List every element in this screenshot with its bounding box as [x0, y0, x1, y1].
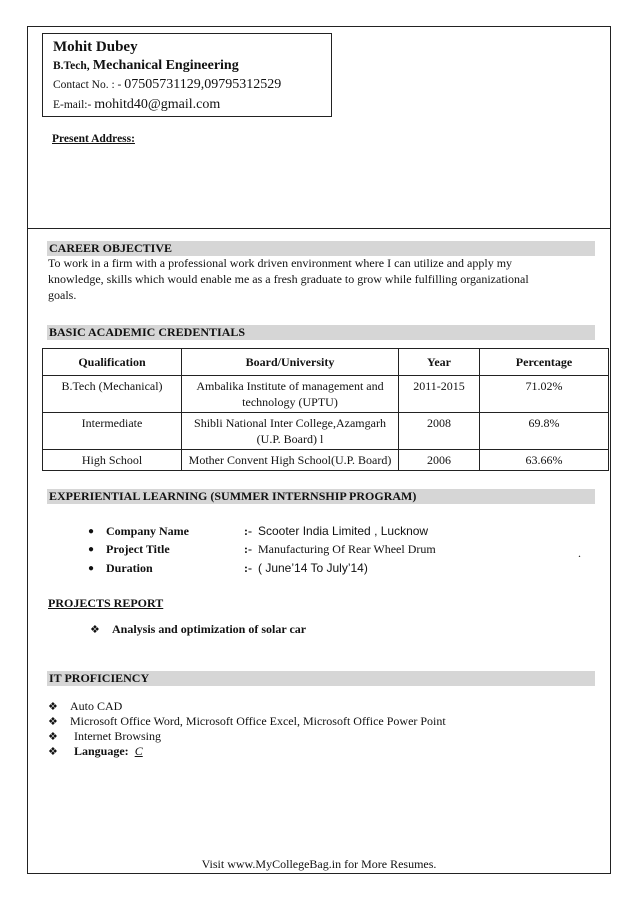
- list-item: [88, 541, 436, 560]
- internship-label: Duration: [106, 560, 153, 575]
- list-item: [48, 714, 446, 729]
- diamond-bullet-icon: ❖: [48, 731, 58, 743]
- year-cell: 2006: [399, 450, 480, 471]
- internship-value: Manufacturing Of Rear Wheel Drum: [258, 542, 436, 557]
- diamond-bullet-icon: ❖: [48, 746, 58, 758]
- column-header: Qualification: [43, 349, 182, 376]
- board-cell: Shibli National Inter College,Azamgarh (U.P. Board) l: [182, 413, 399, 450]
- year-cell: 2011-2015: [399, 376, 480, 413]
- projects-heading: PROJECTS REPORT: [48, 596, 164, 610]
- contact-label: Contact No. : -: [53, 79, 122, 91]
- diamond-bullet-icon: ❖: [90, 624, 100, 636]
- bullet-icon: ●: [88, 525, 95, 537]
- qualification-cell: B.Tech (Mechanical): [43, 376, 182, 413]
- contact-header-box: [42, 33, 332, 117]
- email-value: mohitd40@gmail.com: [94, 97, 221, 112]
- internship-value: ( June’14 To July’14): [258, 561, 368, 576]
- academics-heading-text: BASIC ACADEMIC CREDENTIALS: [49, 325, 246, 339]
- career-objective-line-1: To work in a firm with a professional work driven environment where I can utilize and apply my: [48, 256, 513, 270]
- candidate-name: Mohit Dubey: [53, 39, 138, 55]
- board-cell: Mother Convent High School(U.P. Board): [182, 450, 399, 471]
- skill-item: Auto CAD: [70, 699, 123, 713]
- contact-value: 07505731129,09795312529: [124, 77, 282, 92]
- email-line: [53, 95, 321, 115]
- list-item: [90, 622, 306, 637]
- academic-credentials-table: [42, 348, 609, 471]
- internship-separator: :-: [244, 542, 252, 557]
- career-objective-heading: CAREER OBJECTIVE: [47, 241, 595, 256]
- career-objective-line-2: knowledge, skills which would enable me as a fresh graduate to grow while fulfilling organizational: [48, 272, 529, 286]
- project-title: Analysis and optimization of solar car: [112, 622, 307, 636]
- column-header: Percentage: [480, 349, 609, 376]
- it-proficiency-heading: IT PROFICIENCY: [47, 671, 595, 686]
- percentage-cell: 69.8%: [480, 413, 609, 450]
- list-item: [48, 744, 143, 759]
- diamond-bullet-icon: ❖: [48, 701, 58, 713]
- internship-label: Company Name: [106, 523, 189, 538]
- degree-line: [53, 56, 321, 75]
- diamond-bullet-icon: ❖: [48, 716, 58, 728]
- bullet-icon: ●: [88, 562, 95, 574]
- internship-separator: :-: [244, 523, 252, 538]
- language-label: Language:: [74, 744, 129, 758]
- qualification-cell: Intermediate: [43, 413, 182, 450]
- career-objective-line-3: goals.: [48, 288, 77, 302]
- board-cell: Ambalika Institute of management and technology (UPTU): [182, 376, 399, 413]
- email-label: E-mail:-: [53, 99, 92, 111]
- list-item: [48, 699, 122, 714]
- table-row: [43, 413, 609, 450]
- column-header: Board/University: [182, 349, 399, 376]
- trailing-dot: .: [578, 546, 581, 560]
- section-divider: [27, 228, 611, 229]
- list-item: [88, 559, 436, 578]
- year-cell: 2008: [399, 413, 480, 450]
- language-value: C: [134, 744, 143, 758]
- table-row: [43, 376, 609, 413]
- bullet-icon: ●: [88, 544, 95, 556]
- qualification-cell: High School: [43, 450, 182, 471]
- internship-separator: :-: [244, 560, 252, 575]
- column-header: Year: [399, 349, 480, 376]
- percentage-cell: 71.02%: [480, 376, 609, 413]
- academics-heading: [47, 325, 595, 340]
- internship-label: Project Title: [106, 542, 170, 557]
- table-header-row: [43, 349, 609, 376]
- career-objective-text: [48, 255, 568, 303]
- list-item: [48, 729, 161, 744]
- present-address-label: Present Address:: [52, 133, 135, 145]
- table-row: [43, 450, 609, 471]
- contact-line: [53, 75, 321, 95]
- list-item: [88, 522, 436, 541]
- skill-item: Microsoft Office Word, Microsoft Office Excel, Microsoft Office Power Point: [70, 714, 446, 728]
- percentage-cell: 63.66%: [480, 450, 609, 471]
- internship-value: Scooter India Limited , Lucknow: [258, 524, 429, 539]
- degree-main: Mechanical Engineering: [92, 58, 239, 73]
- footer-text: Visit www.MyCollegeBag.in for More Resumes.: [201, 857, 437, 871]
- internship-list: [88, 522, 436, 578]
- degree-prefix: B.Tech,: [53, 60, 90, 72]
- internship-heading: EXPERIENTIAL LEARNING (SUMMER INTERNSHIP PROGRAM): [47, 489, 595, 504]
- skill-item: Internet Browsing: [74, 729, 161, 743]
